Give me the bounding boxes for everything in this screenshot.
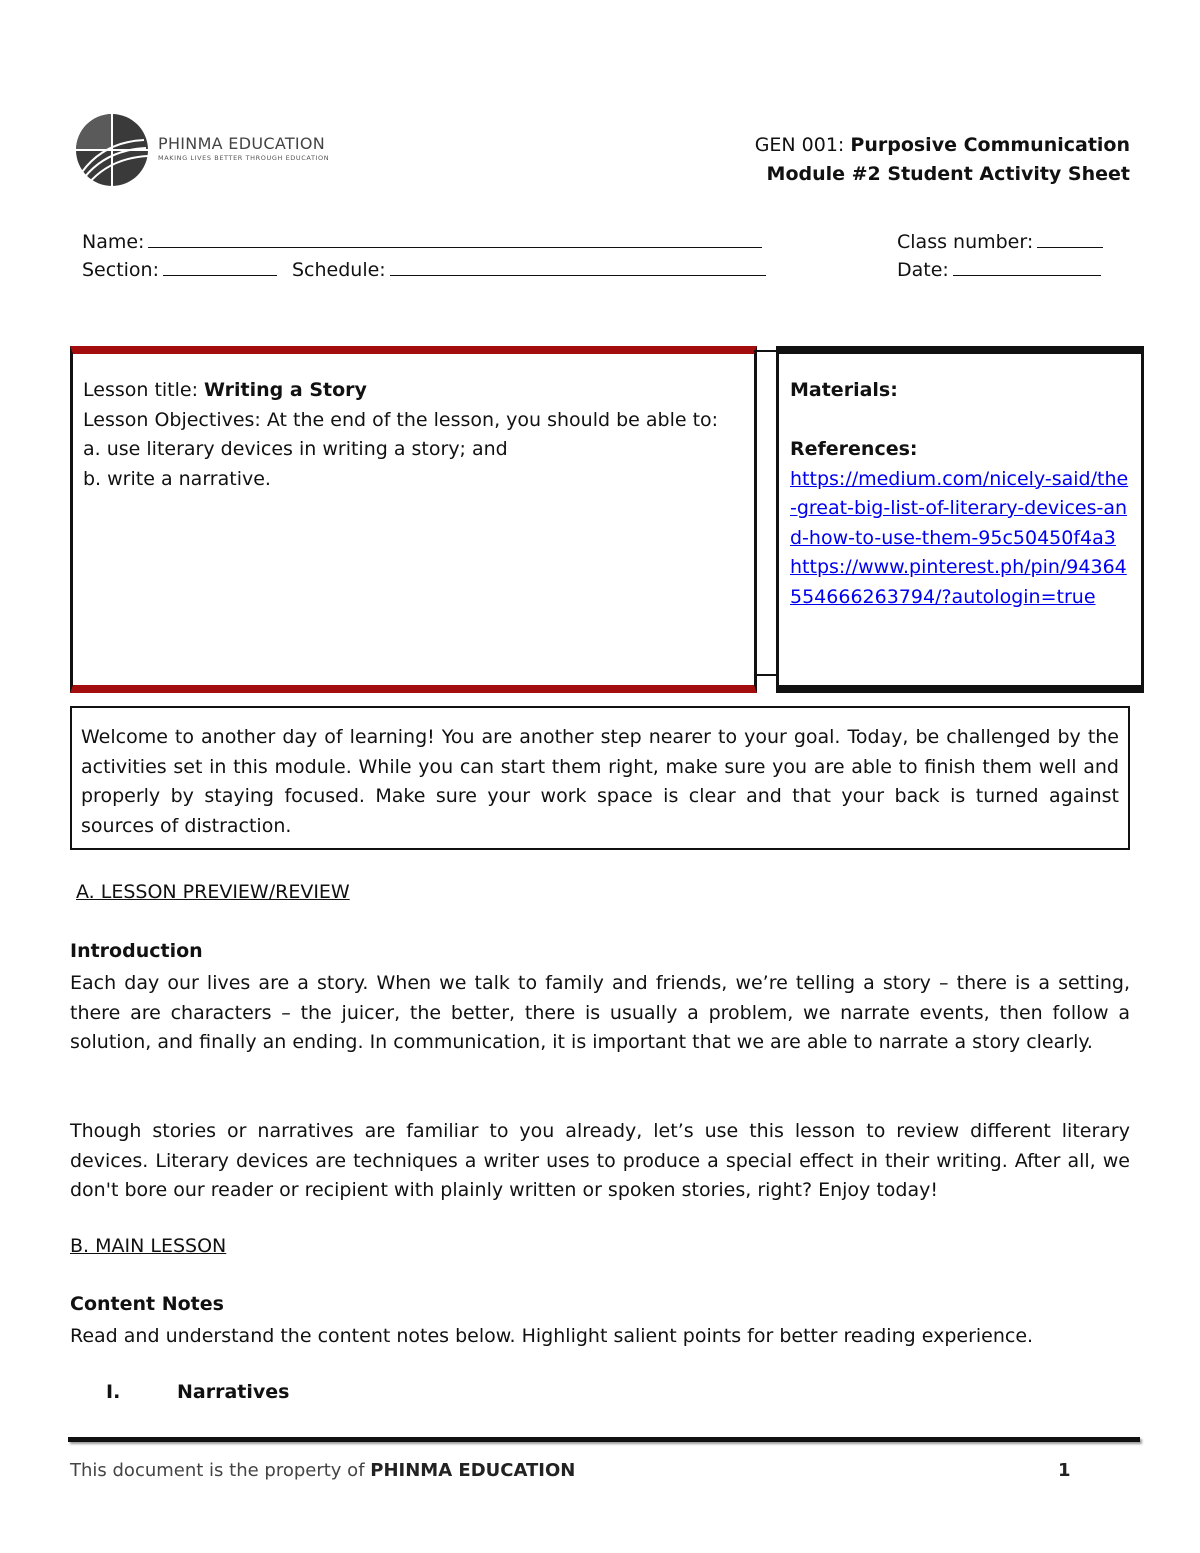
section-a-heading: A. LESSON PREVIEW/REVIEW [76, 881, 350, 903]
logo-name: PHINMA EDUCATION [158, 134, 326, 153]
class-number-label: Class number: [897, 231, 1034, 253]
date-input-line[interactable] [953, 257, 1101, 276]
name-label: Name: [82, 231, 145, 253]
class-number-field[interactable] [897, 229, 1103, 253]
welcome-box [70, 706, 1130, 850]
course-title: Purposive Communication [850, 134, 1130, 156]
reference-link-pinterest[interactable]: https://www.pinterest.ph/pin/94364554666263794/?autologin=true [790, 556, 1127, 608]
footer-text [70, 1460, 575, 1481]
date-label: Date: [897, 259, 949, 281]
lesson-title-value: Writing a Story [204, 379, 367, 401]
schedule-field[interactable] [292, 257, 766, 281]
course-header [755, 131, 1130, 189]
introduction-heading: Introduction [70, 940, 203, 962]
date-field[interactable] [897, 257, 1101, 281]
item-number: I. [106, 1381, 121, 1403]
reference-link-medium[interactable]: https://medium.com/nicely-said/the-great-big-list-of-literary-devices-and-how-to-use-them-95c50450f4a3 [790, 467, 1129, 549]
footer-prefix: This document is the property of [70, 1460, 365, 1481]
section-input-line[interactable] [163, 257, 277, 276]
box-divider [754, 350, 776, 676]
footer-owner: PHINMA EDUCATION [370, 1460, 576, 1481]
objective-a: a. use literary devices in writing a story; and [83, 438, 508, 460]
references-label: References: [790, 438, 918, 460]
course-code: GEN 001: [754, 134, 845, 156]
materials-label: Materials: [790, 379, 898, 401]
lesson-title-label: Lesson title: [83, 379, 198, 401]
item-title: Narratives [177, 1381, 290, 1403]
footer-divider [68, 1437, 1140, 1442]
content-notes-heading: Content Notes [70, 1293, 224, 1315]
welcome-text: Welcome to another day of learning! You are another step nearer to your goal. Today, be challenged by the activities set in this module. While you can start them right, make sure you are able to finish them well and properly by staying focused. Make sure your work space is clear and that your back is turned against sources of distraction. [81, 726, 1119, 837]
module-title: Module #2 Student Activity Sheet [766, 163, 1130, 185]
intro-paragraph-2: Though stories or narratives are familiar to you already, let’s use this lesson to review different literary devices. Literary devices are techniques a writer uses to produce a special effect in their writing. After all, we don't bore our reader or recipient with plainly written or spoken stories, right? Enjoy today! [70, 1120, 1130, 1201]
page-number: 1 [1058, 1460, 1071, 1481]
lesson-objectives: Lesson Objectives: At the end of the lesson, you should be able to: [83, 408, 719, 431]
intro-paragraph-1: Each day our lives are a story. When we talk to family and friends, we’re telling a story – there is a setting, there are characters – the juicer, the better, there is usually a problem, we narrate events, then follow a solution, and finally an ending. In communication, it is important that we are able to narrate a story clearly. [70, 972, 1130, 1053]
materials-box [776, 346, 1144, 693]
logo-tagline: MAKING LIVES BETTER THROUGH EDUCATION [158, 154, 330, 162]
name-field[interactable] [82, 229, 762, 253]
class-number-input-line[interactable] [1037, 229, 1103, 248]
schedule-input-line[interactable] [390, 257, 766, 276]
section-label: Section: [82, 259, 159, 281]
lesson-box [70, 346, 757, 693]
schedule-label: Schedule: [292, 259, 386, 281]
objective-b: b. write a narrative. [83, 467, 271, 490]
section-b-heading: B. MAIN LESSON [70, 1235, 227, 1257]
section-field[interactable] [82, 257, 277, 281]
name-input-line[interactable] [148, 229, 762, 248]
content-notes-text: Read and understand the content notes below. Highlight salient points for better reading experience. [70, 1325, 1034, 1347]
